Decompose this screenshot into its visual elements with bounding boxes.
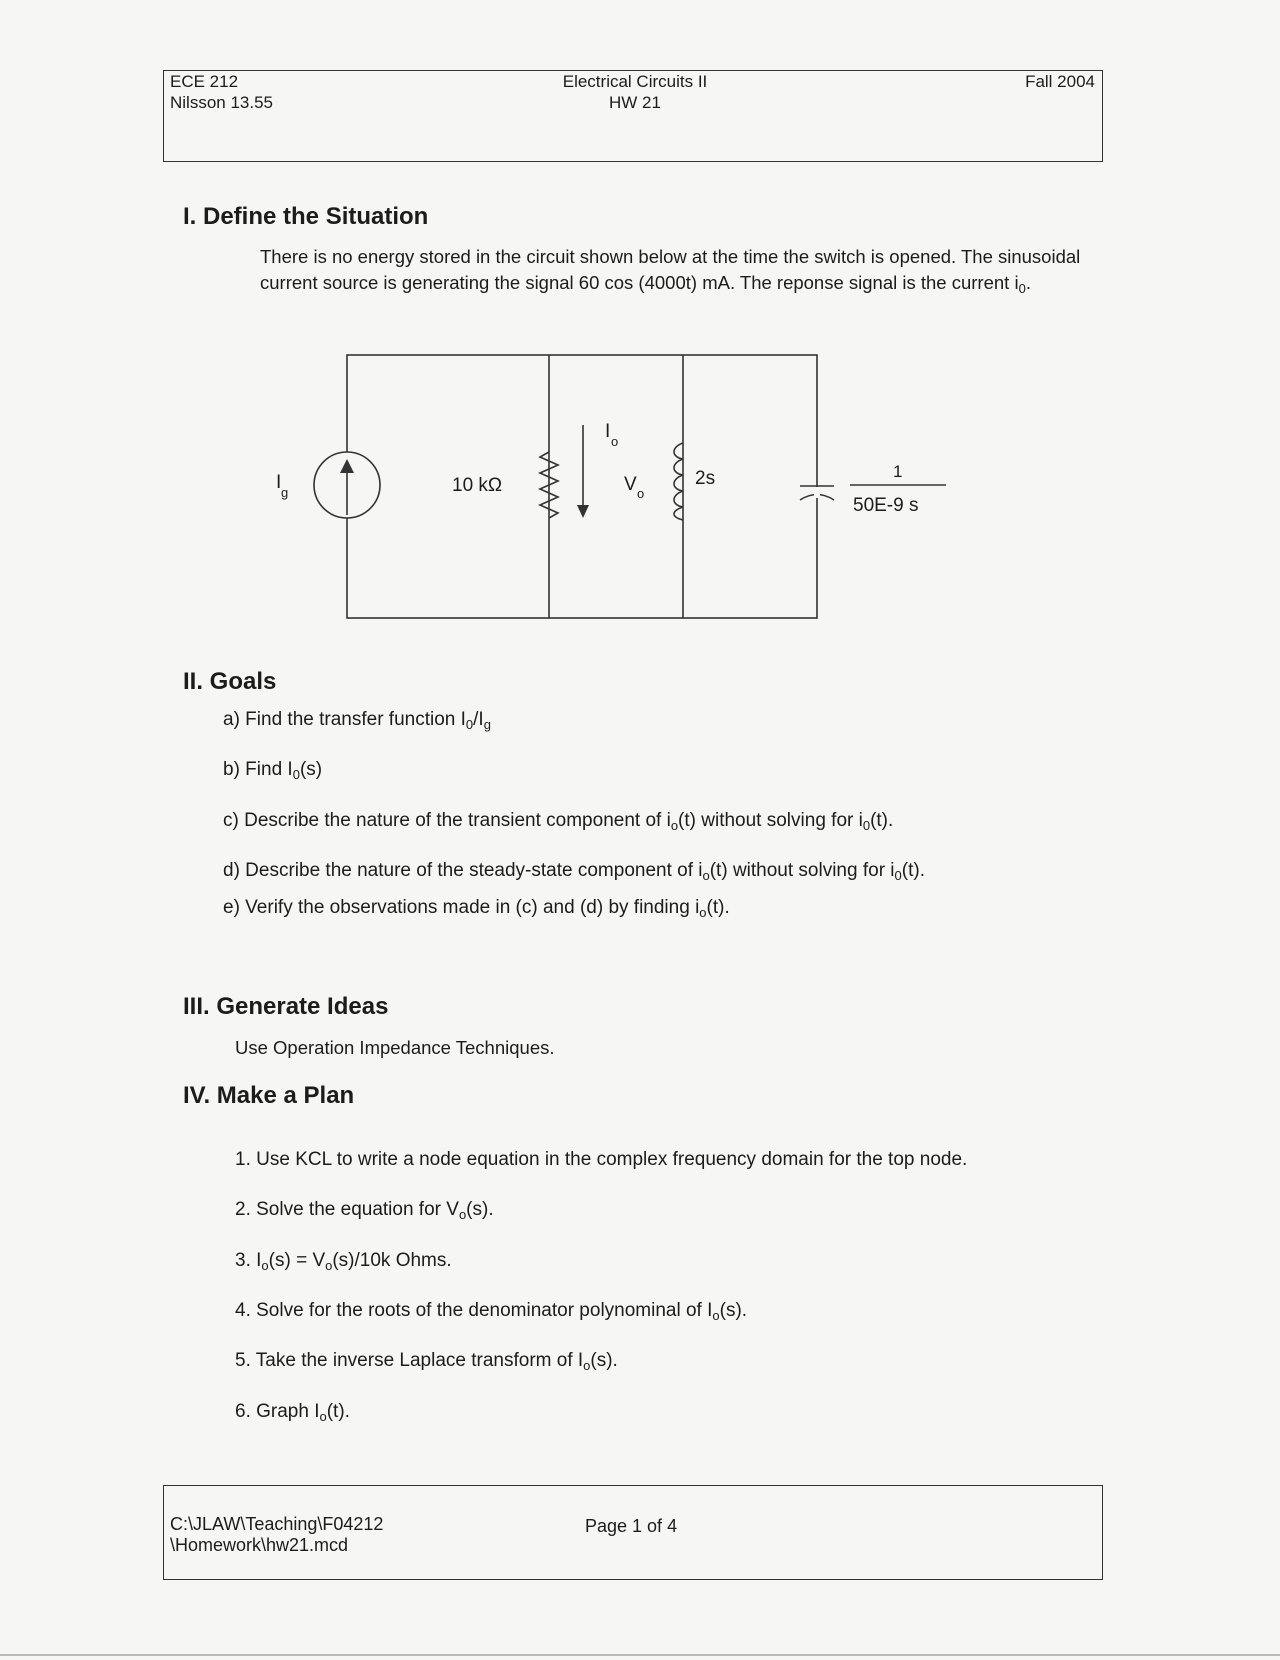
goals-item-text: c) Describe the nature of the transient component of i [223,810,671,831]
goals-item-text: (t) without solving for i [678,810,863,831]
goals-item [223,810,893,832]
page-number: Page 1 of 4 [585,1516,678,1536]
plan-item-text: 3. I [235,1250,262,1271]
goals-item-text: a) Find the transfer function I [223,709,466,730]
plan-item-subscript: o [325,1258,333,1273]
goals-item-text: d) Describe the nature of the steady-state component of i [223,860,703,881]
goals-item-text: e) Verify the observations made in (c) and (d) by finding i [223,897,700,918]
voltage-label-sub: o [637,486,645,501]
goals-item-subscript: o [699,905,707,920]
goals-item-subscript: o [670,818,679,833]
plan-item-text: (s). [590,1350,618,1371]
plan-item-subscript: o [458,1207,467,1222]
circuit-diagram [0,0,1280,660]
goals-item-subscript: 0 [292,767,300,782]
goals-item-subscript: 0 [862,818,871,833]
plan-item-text: (s). [719,1300,748,1321]
goals-item-subscript: o [702,868,710,883]
goals-item-text: (t) without solving for i [709,860,895,881]
goals-item-subscript: 0 [465,717,474,732]
plan-item-subscript: o [583,1358,591,1373]
goals-item-subscript: g [483,717,491,732]
goals-item-text: (t). [901,860,925,881]
goals-item-text: (t). [870,810,894,831]
define-var: i [1014,272,1019,293]
plan-item-text: (t). [326,1401,350,1422]
voltage-label: V [624,474,637,495]
section-ideas-heading: III. Generate Ideas [183,993,389,1020]
define-var-sub: 0 [1018,281,1026,296]
plan-item-text: 5. Take the inverse Laplace transform of I [235,1350,584,1371]
plan-item-subscript: o [319,1409,327,1424]
goals-item [223,709,491,731]
plan-item-text: (s)/10k Ohms. [332,1250,452,1271]
goals-item-text: (t). [706,897,730,918]
define-text: There is no energy stored in the circuit shown below at the time the switch is opened. The sinusoidal current source is generating the signal 60 cos (4000t) mA. The reponse signal is the current [260,246,1081,293]
plan-item-text: 2. Solve the equation for V [235,1199,459,1220]
goals-item-subscript: 0 [894,868,902,883]
plan-item-text: 4. Solve for the roots of the denominator polynominal of I [235,1300,713,1321]
cap-denominator: 50E-9 s [853,495,919,516]
section-define-heading: I. Define the Situation [183,203,429,230]
term: Fall 2004 [1025,72,1095,91]
source-label: I [276,472,282,493]
resistor-label: 10 kΩ [452,475,503,496]
goals-item [223,860,925,882]
plan-item [235,1149,967,1171]
course-code: ECE 212 [170,72,239,91]
ideas-text: Use Operation Impedance Techniques. [235,1037,555,1058]
current-label-sub: o [611,434,619,449]
goals-item-text: b) Find I [223,759,293,780]
footer-path-line1: C:\JLAW\Teaching\F04212 [170,1514,384,1534]
course-title: Electrical Circuits II [562,72,708,91]
plan-item-text: 1. Use KCL to write a node equation in the complex frequency domain for the top node. [235,1149,968,1170]
section-plan-heading: IV. Make a Plan [183,1082,355,1109]
goals-item [223,897,730,919]
current-label: I [605,421,611,442]
problem-ref: Nilsson 13.55 [170,93,274,112]
scan-edge-line [0,1654,1280,1656]
inductor-symbol [674,443,683,520]
goals-item [223,759,322,781]
plan-item-text: (s) = V [268,1250,326,1271]
define-end: . [1025,272,1031,293]
plan-item-text: 6. Graph I [235,1401,320,1422]
source-label-sub: g [281,485,289,500]
circuit-frame [347,355,817,618]
cap-numerator: 1 [893,462,903,481]
goals-item-text: (s) [299,759,323,780]
plan-item [235,1401,350,1423]
homework-number: HW 21 [609,93,661,112]
inductor-label: 2s [695,468,716,489]
plan-item-text: (s). [466,1199,494,1220]
goals-item-text: /I [473,709,484,730]
plan-item [235,1300,747,1322]
plan-item-subscript: o [261,1258,269,1273]
footer-path-line2: \Homework\hw21.mcd [170,1535,349,1555]
plan-item [235,1250,452,1272]
plan-item-subscript: o [712,1308,720,1323]
plan-item [235,1199,494,1221]
section-goals-heading: II. Goals [183,668,277,695]
current-arrow-head [577,505,589,518]
plan-item [235,1350,618,1372]
